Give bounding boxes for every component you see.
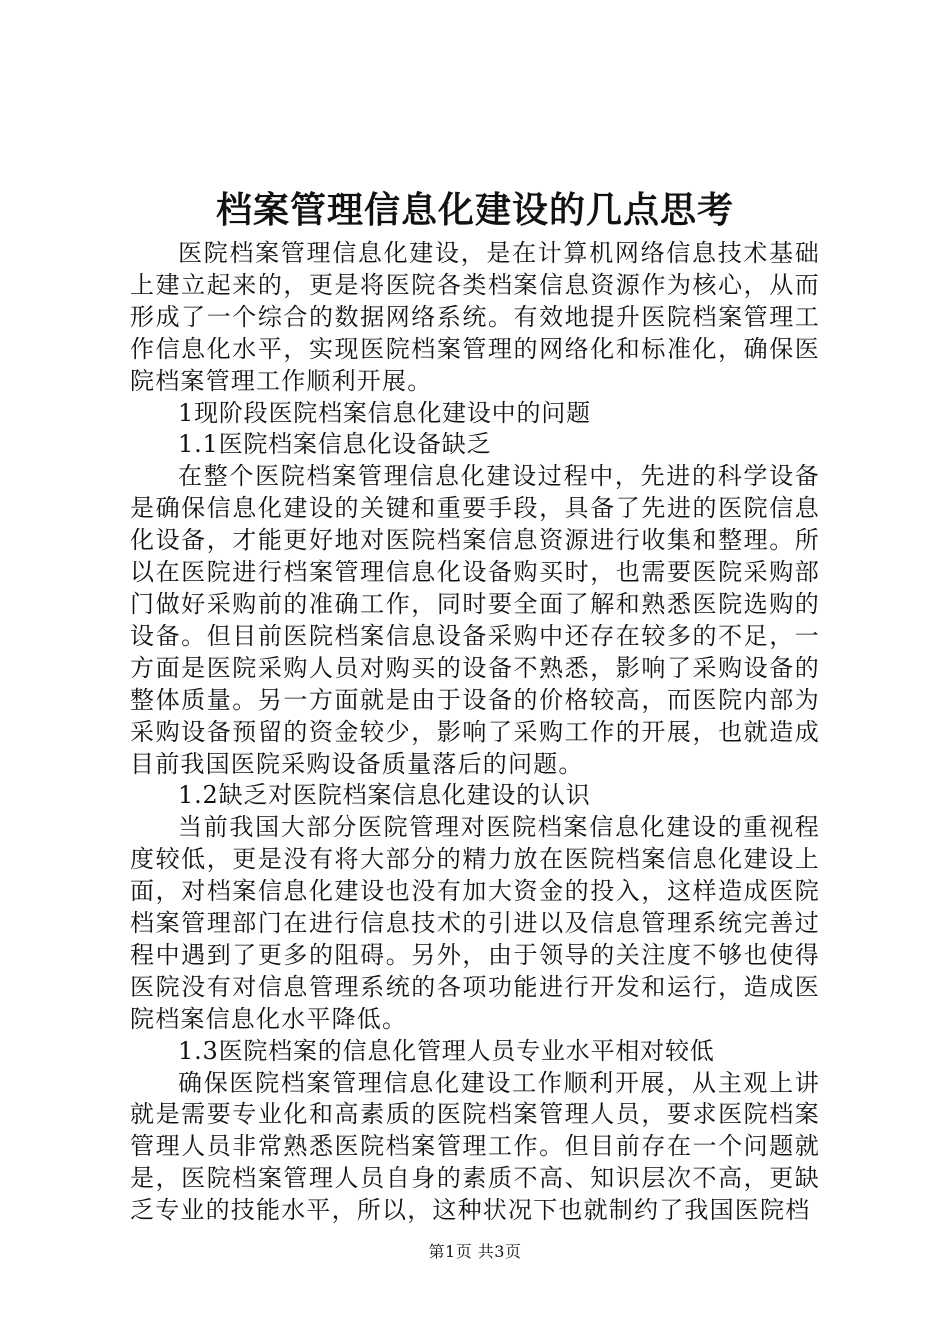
subsection-heading-1-3: 1.3医院档案的信息化管理人员专业水平相对较低 xyxy=(178,1036,715,1065)
document-body xyxy=(130,238,820,1227)
paragraph-intro: 医院档案管理信息化建设，是在计算机网络信息技术基础上建立起来的，更是将医院各类档案信息资源作为核心，从而形成了一个综合的数据网络系统。有效地提升医院档案管理工作信息化水平，实现医院档案管理的网络化和标准化，确保医院档案管理工作顺利开展。 xyxy=(130,239,820,395)
paragraph-1-2: 当前我国大部分医院管理对医院档案信息化建设的重视程度较低，更是没有将大部分的精力放在医院档案信息化建设上面，对档案信息化建设也没有加大资金的投入，这样造成医院档案管理部门在进行信息技术的引进以及信息管理系统完善过程中遇到了更多的阻碍。另外，由于领导的关注度不够也使得医院没有对信息管理系统的各项功能进行开发和运行，造成医院档案信息化水平降低。 xyxy=(130,813,820,1033)
subsection-heading-1-2: 1.2缺乏对医院档案信息化建设的认识 xyxy=(178,781,591,810)
section-heading-1: 1现阶段医院档案信息化建设中的问题 xyxy=(178,398,591,427)
subsection-heading-1-1: 1.1医院档案信息化设备缺乏 xyxy=(178,430,492,459)
document-title: 档案管理信息化建设的几点思考 xyxy=(215,189,734,231)
paragraph-1-1: 在整个医院档案管理信息化建设过程中，先进的科学设备是确保信息化建设的关键和重要手段，具备了先进的医院信息化设备，才能更好地对医院档案信息资源进行收集和整理。所以在医院进行档案管理信息化设备购买时，也需要医院采购部门做好采购前的准确工作，同时要全面了解和熟悉医院选购的设备。但目前医院档案信息设备采购中还存在较多的不足，一方面是医院采购人员对购买的设备不熟悉，影响了采购设备的整体质量。另一方面就是由于设备的价格较高，而医院内部为采购设备预留的资金较少，影响了采购工作的开展，也就造成目前我国医院采购设备质量落后的问题。 xyxy=(130,462,820,778)
paragraph-1-3: 确保医院档案管理信息化建设工作顺利开展，从主观上讲就是需要专业化和高素质的医院档案管理人员，要求医院档案管理人员非常熟悉医院档案管理工作。但目前存在一个问题就是，医院档案管理人员自身的素质不高、知识层次不高，更缺乏专业的技能水平，所以，这种状况下也就制约了我国医院档 xyxy=(130,1068,820,1225)
page-footer: 第1页 共3页 xyxy=(428,1242,522,1261)
